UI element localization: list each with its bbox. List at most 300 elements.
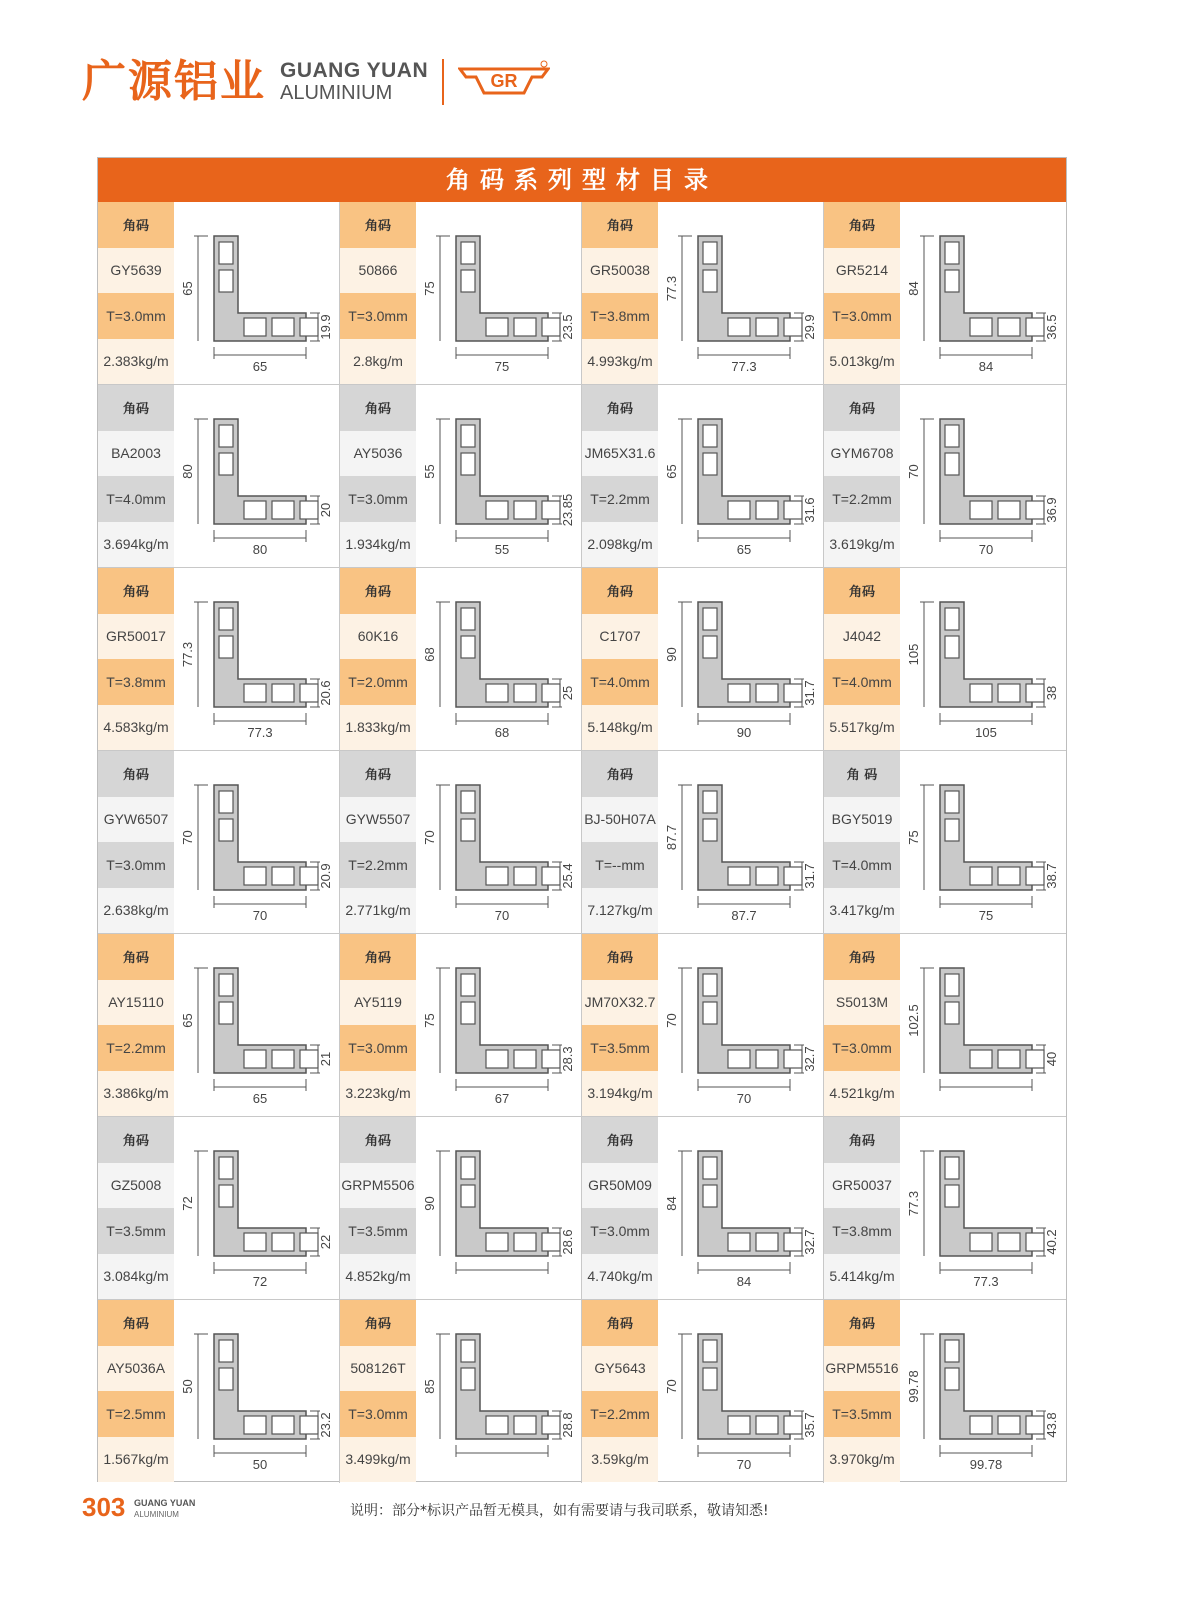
profile-chamber bbox=[300, 867, 318, 885]
profile-chamber bbox=[300, 1233, 318, 1251]
profile-drawing bbox=[176, 938, 338, 1114]
product-code: GYW5507 bbox=[340, 797, 416, 843]
product-thickness: T=4.0mm bbox=[582, 659, 658, 705]
profile-chamber bbox=[461, 242, 475, 264]
profile-chamber bbox=[542, 318, 560, 336]
profile-chamber bbox=[272, 501, 294, 519]
profile-chamber bbox=[219, 270, 233, 292]
product-weight: 5.013kg/m bbox=[824, 339, 900, 385]
dimension-width: 68 bbox=[494, 725, 510, 740]
profile-chamber bbox=[272, 1050, 294, 1068]
profile-chamber bbox=[756, 318, 778, 336]
dimension-width: 77.3 bbox=[731, 359, 757, 374]
dimension-side: 31.7 bbox=[802, 680, 817, 706]
dimension-width: 75 bbox=[494, 359, 510, 374]
profile-chamber bbox=[219, 819, 233, 841]
dimension-height: 65 bbox=[180, 1013, 195, 1028]
profile-chamber bbox=[461, 819, 475, 841]
profile-chamber bbox=[219, 1368, 233, 1390]
product-type-label: 角码 bbox=[340, 751, 416, 797]
dimension-height: 80 bbox=[180, 464, 195, 479]
profile-chamber bbox=[703, 1340, 717, 1362]
product-code: GR50017 bbox=[98, 614, 174, 660]
profile-chamber bbox=[244, 1233, 266, 1251]
profile-chamber bbox=[756, 1416, 778, 1434]
product-type-label: 角码 bbox=[582, 202, 658, 248]
profile-drawing bbox=[176, 572, 338, 748]
profile-chamber bbox=[784, 1416, 802, 1434]
profile-chamber bbox=[542, 501, 560, 519]
dimension-width: 50 bbox=[252, 1457, 268, 1472]
profile-chamber bbox=[514, 867, 536, 885]
product-code: GR50M09 bbox=[582, 1163, 658, 1209]
product-info bbox=[98, 1300, 174, 1482]
product-cell bbox=[340, 1117, 582, 1300]
product-code: AY5036 bbox=[340, 431, 416, 477]
dimension-height: 90 bbox=[664, 647, 679, 662]
product-type-label: 角码 bbox=[98, 568, 174, 614]
profile-drawing bbox=[176, 1304, 338, 1480]
dimension-side: 36.9 bbox=[1044, 497, 1059, 523]
profile-chamber bbox=[219, 636, 233, 658]
dimension-width: 75 bbox=[978, 908, 994, 923]
dimension-width: 99.78 bbox=[969, 1457, 1003, 1472]
profile-chamber bbox=[703, 608, 717, 630]
profile-drawing bbox=[418, 938, 580, 1114]
dimension-side: 40.2 bbox=[1044, 1229, 1059, 1255]
product-thickness: T=3.8mm bbox=[824, 1208, 900, 1254]
dimension-side: 19.9 bbox=[318, 314, 333, 340]
profile-chamber bbox=[784, 867, 802, 885]
profile-chamber bbox=[728, 1233, 750, 1251]
profile-chamber bbox=[461, 1340, 475, 1362]
product-info bbox=[824, 751, 900, 933]
product-thickness: T=2.2mm bbox=[824, 476, 900, 522]
dimension-side: 21 bbox=[318, 1051, 333, 1067]
profile-chamber bbox=[461, 636, 475, 658]
product-info bbox=[582, 385, 658, 567]
catalog-title: 角码系列型材目录 bbox=[98, 158, 1066, 202]
footer-brand-line1: GUANG YUAN bbox=[134, 1498, 196, 1508]
page-number: 303 bbox=[82, 1492, 126, 1522]
profile-chamber bbox=[244, 501, 266, 519]
profile-chamber bbox=[219, 1340, 233, 1362]
profile-chamber bbox=[945, 425, 959, 447]
profile-chamber bbox=[728, 1050, 750, 1068]
profile-chamber bbox=[486, 1416, 508, 1434]
product-type-label: 角码 bbox=[98, 934, 174, 980]
product-cell bbox=[340, 385, 582, 568]
profile-chamber bbox=[219, 425, 233, 447]
profile-chamber bbox=[728, 318, 750, 336]
product-cell bbox=[98, 385, 340, 568]
profile-drawing bbox=[902, 572, 1064, 748]
product-info bbox=[824, 1300, 900, 1482]
product-cell bbox=[582, 202, 824, 385]
profile-chamber bbox=[998, 867, 1020, 885]
dimension-side: 36.5 bbox=[1044, 314, 1059, 340]
dimension-height: 87.7 bbox=[664, 824, 679, 851]
product-type-label: 角码 bbox=[340, 1117, 416, 1163]
product-info bbox=[98, 385, 174, 567]
dimension-width: 87.7 bbox=[731, 908, 757, 923]
profile-chamber bbox=[219, 1002, 233, 1024]
product-info bbox=[824, 934, 900, 1116]
product-info bbox=[340, 1300, 416, 1482]
profile-chamber bbox=[703, 425, 717, 447]
dimension-width: 70 bbox=[736, 1091, 752, 1106]
product-weight: 1.567kg/m bbox=[98, 1437, 174, 1483]
product-weight: 3.694kg/m bbox=[98, 522, 174, 568]
brand-english-name bbox=[280, 60, 428, 104]
brand-divider bbox=[442, 59, 444, 105]
profile-chamber bbox=[219, 1157, 233, 1179]
profile-drawing bbox=[418, 389, 580, 565]
profile-chamber bbox=[272, 1233, 294, 1251]
product-weight: 1.934kg/m bbox=[340, 522, 416, 568]
dimension-width: 65 bbox=[252, 1091, 268, 1106]
profile-chamber bbox=[514, 1233, 536, 1251]
profile-chamber bbox=[272, 318, 294, 336]
product-cell bbox=[98, 202, 340, 385]
dimension-height: 70 bbox=[664, 1013, 679, 1028]
product-thickness: T=3.5mm bbox=[824, 1391, 900, 1437]
product-weight: 5.517kg/m bbox=[824, 705, 900, 751]
product-thickness: T=3.5mm bbox=[98, 1208, 174, 1254]
dimension-side: 38 bbox=[1044, 685, 1059, 701]
product-info bbox=[582, 202, 658, 384]
dimension-width: 105 bbox=[975, 725, 997, 740]
product-info bbox=[98, 568, 174, 750]
dimension-width: 70 bbox=[252, 908, 268, 923]
dimension-width: 90 bbox=[736, 725, 752, 740]
dimension-width: 84 bbox=[978, 359, 994, 374]
dimension-height: 65 bbox=[180, 281, 195, 296]
dimension-side: 32.7 bbox=[802, 1046, 817, 1072]
profile-drawing bbox=[660, 206, 822, 382]
profile-chamber bbox=[244, 1416, 266, 1434]
dimension-height: 102.5 bbox=[906, 1004, 921, 1037]
dimension-width: 67 bbox=[494, 1091, 510, 1106]
product-weight: 2.098kg/m bbox=[582, 522, 658, 568]
profile-chamber bbox=[461, 608, 475, 630]
product-type-label: 角码 bbox=[582, 385, 658, 431]
profile-drawing bbox=[902, 1121, 1064, 1297]
footer-note: 说明：部分*标识产品暂无模具，如有需要请与我司联系，敬请知悉! bbox=[350, 1503, 769, 1519]
profile-chamber bbox=[728, 1416, 750, 1434]
product-code: 60K16 bbox=[340, 614, 416, 660]
product-weight: 4.993kg/m bbox=[582, 339, 658, 385]
profile-chamber bbox=[461, 974, 475, 996]
product-cell bbox=[824, 934, 1066, 1117]
product-cell bbox=[340, 1300, 582, 1483]
profile-chamber bbox=[244, 1050, 266, 1068]
product-info bbox=[824, 385, 900, 567]
dimension-width: 77.3 bbox=[247, 725, 273, 740]
product-type-label: 角码 bbox=[340, 385, 416, 431]
product-code: BA2003 bbox=[98, 431, 174, 477]
profile-chamber bbox=[970, 1050, 992, 1068]
profile-chamber bbox=[542, 1416, 560, 1434]
profile-chamber bbox=[1026, 1233, 1044, 1251]
profile-chamber bbox=[998, 318, 1020, 336]
profile-chamber bbox=[461, 1002, 475, 1024]
product-info bbox=[582, 1117, 658, 1299]
profile-chamber bbox=[514, 684, 536, 702]
product-code: GY5639 bbox=[98, 248, 174, 294]
dimension-side: 23.2 bbox=[318, 1412, 333, 1438]
product-code: S5013M bbox=[824, 980, 900, 1026]
profile-chamber bbox=[703, 819, 717, 841]
dimension-height: 65 bbox=[664, 464, 679, 479]
footer-brand-line2: ALUMINIUM bbox=[134, 1510, 179, 1519]
product-info bbox=[98, 934, 174, 1116]
footer-brand bbox=[134, 1498, 195, 1520]
profile-chamber bbox=[970, 1416, 992, 1434]
dimension-side: 20.6 bbox=[318, 680, 333, 706]
profile-chamber bbox=[756, 684, 778, 702]
dimension-height: 90 bbox=[422, 1196, 437, 1211]
product-weight: 4.852kg/m bbox=[340, 1254, 416, 1300]
product-thickness: T=3.0mm bbox=[98, 842, 174, 888]
profile-chamber bbox=[970, 867, 992, 885]
product-info bbox=[98, 1117, 174, 1299]
product-type-label: 角码 bbox=[340, 202, 416, 248]
profile-chamber bbox=[703, 270, 717, 292]
product-weight: 3.417kg/m bbox=[824, 888, 900, 934]
product-weight: 3.619kg/m bbox=[824, 522, 900, 568]
product-code: GYW6507 bbox=[98, 797, 174, 843]
profile-chamber bbox=[244, 684, 266, 702]
product-type-label: 角码 bbox=[824, 934, 900, 980]
profile-chamber bbox=[945, 819, 959, 841]
dimension-height: 72 bbox=[180, 1196, 195, 1211]
product-code: GR5214 bbox=[824, 248, 900, 294]
product-type-label: 角码 bbox=[582, 1117, 658, 1163]
dimension-side: 25.4 bbox=[560, 863, 575, 889]
product-thickness: T=--mm bbox=[582, 842, 658, 888]
profile-chamber bbox=[728, 867, 750, 885]
profile-chamber bbox=[703, 636, 717, 658]
profile-chamber bbox=[703, 974, 717, 996]
dimension-height: 70 bbox=[180, 830, 195, 845]
dimension-side: 25 bbox=[560, 685, 575, 701]
product-code: GRPM5516 bbox=[824, 1346, 900, 1392]
dimension-height: 75 bbox=[422, 1013, 437, 1028]
product-cell bbox=[824, 751, 1066, 934]
catalog-table bbox=[97, 157, 1067, 1482]
product-info bbox=[824, 202, 900, 384]
profile-chamber bbox=[945, 1002, 959, 1024]
product-cell bbox=[582, 934, 824, 1117]
product-cell bbox=[340, 751, 582, 934]
profile-chamber bbox=[486, 501, 508, 519]
profile-chamber bbox=[703, 791, 717, 813]
profile-chamber bbox=[728, 684, 750, 702]
profile-drawing bbox=[176, 1121, 338, 1297]
profile-chamber bbox=[461, 270, 475, 292]
profile-chamber bbox=[461, 1157, 475, 1179]
product-weight: 5.414kg/m bbox=[824, 1254, 900, 1300]
profile-drawing bbox=[902, 938, 1064, 1114]
product-code: GR50038 bbox=[582, 248, 658, 294]
profile-chamber bbox=[461, 453, 475, 475]
profile-drawing bbox=[660, 572, 822, 748]
product-cell bbox=[582, 385, 824, 568]
brand-english-line2: ALUMINIUM bbox=[280, 82, 393, 104]
profile-chamber bbox=[998, 1416, 1020, 1434]
profile-drawing bbox=[176, 389, 338, 565]
product-type-label: 角码 bbox=[824, 385, 900, 431]
page-header bbox=[82, 52, 550, 112]
product-info bbox=[582, 934, 658, 1116]
profile-chamber bbox=[756, 1233, 778, 1251]
profile-chamber bbox=[272, 867, 294, 885]
product-thickness: T=3.8mm bbox=[582, 293, 658, 339]
profile-chamber bbox=[756, 1050, 778, 1068]
dimension-side: 35.7 bbox=[802, 1412, 817, 1438]
dimension-height: 84 bbox=[664, 1196, 679, 1211]
product-cell bbox=[340, 568, 582, 751]
product-weight: 5.148kg/m bbox=[582, 705, 658, 751]
product-weight: 4.583kg/m bbox=[98, 705, 174, 751]
dimension-side: 28.8 bbox=[560, 1412, 575, 1438]
dimension-height: 105 bbox=[906, 643, 921, 666]
profile-chamber bbox=[998, 1050, 1020, 1068]
profile-chamber bbox=[272, 1416, 294, 1434]
profile-chamber bbox=[756, 501, 778, 519]
product-code: AY5036A bbox=[98, 1346, 174, 1392]
brand-logo-icon bbox=[458, 59, 550, 105]
profile-chamber bbox=[945, 453, 959, 475]
dimension-side: 40 bbox=[1044, 1051, 1059, 1067]
product-weight: 3.084kg/m bbox=[98, 1254, 174, 1300]
product-thickness: T=3.0mm bbox=[340, 1025, 416, 1071]
product-thickness: T=4.0mm bbox=[98, 476, 174, 522]
product-type-label: 角码 bbox=[582, 934, 658, 980]
product-type-label: 角码 bbox=[340, 934, 416, 980]
profile-chamber bbox=[945, 242, 959, 264]
product-weight: 3.970kg/m bbox=[824, 1437, 900, 1483]
product-code: GY5643 bbox=[582, 1346, 658, 1392]
product-weight: 2.638kg/m bbox=[98, 888, 174, 934]
product-weight: 3.386kg/m bbox=[98, 1071, 174, 1117]
profile-chamber bbox=[728, 501, 750, 519]
dimension-side: 29.9 bbox=[802, 314, 817, 340]
profile-chamber bbox=[300, 318, 318, 336]
profile-drawing bbox=[660, 755, 822, 931]
product-code: BGY5019 bbox=[824, 797, 900, 843]
product-type-label: 角码 bbox=[824, 202, 900, 248]
profile-chamber bbox=[703, 1185, 717, 1207]
profile-chamber bbox=[1026, 1050, 1044, 1068]
profile-chamber bbox=[486, 1233, 508, 1251]
profile-chamber bbox=[514, 1416, 536, 1434]
profile-chamber bbox=[945, 608, 959, 630]
profile-chamber bbox=[486, 1050, 508, 1068]
product-weight: 3.223kg/m bbox=[340, 1071, 416, 1117]
product-cell bbox=[98, 934, 340, 1117]
dimension-width: 77.3 bbox=[973, 1274, 999, 1289]
dimension-width: 84 bbox=[736, 1274, 752, 1289]
dimension-height: 77.3 bbox=[180, 641, 195, 668]
profile-chamber bbox=[945, 974, 959, 996]
profile-chamber bbox=[244, 318, 266, 336]
product-weight: 7.127kg/m bbox=[582, 888, 658, 934]
product-info bbox=[340, 934, 416, 1116]
dimension-width: 55 bbox=[494, 542, 510, 557]
product-code: JM65X31.6 bbox=[582, 431, 658, 477]
profile-chamber bbox=[219, 974, 233, 996]
product-thickness: T=2.2mm bbox=[582, 476, 658, 522]
profile-chamber bbox=[945, 636, 959, 658]
product-thickness: T=3.0mm bbox=[340, 476, 416, 522]
product-type-label: 角码 bbox=[824, 1300, 900, 1346]
product-info bbox=[340, 751, 416, 933]
profile-drawing bbox=[902, 206, 1064, 382]
profile-chamber bbox=[970, 318, 992, 336]
profile-chamber bbox=[945, 791, 959, 813]
dimension-width: 65 bbox=[252, 359, 268, 374]
product-info bbox=[340, 202, 416, 384]
profile-chamber bbox=[244, 867, 266, 885]
profile-chamber bbox=[784, 1233, 802, 1251]
product-type-label: 角码 bbox=[340, 1300, 416, 1346]
profile-chamber bbox=[514, 318, 536, 336]
product-thickness: T=3.5mm bbox=[582, 1025, 658, 1071]
dimension-width: 70 bbox=[736, 1457, 752, 1472]
product-weight: 2.771kg/m bbox=[340, 888, 416, 934]
product-cell bbox=[824, 385, 1066, 568]
product-type-label: 角码 bbox=[824, 568, 900, 614]
dimension-side: 28.6 bbox=[560, 1229, 575, 1255]
profile-chamber bbox=[461, 425, 475, 447]
profile-chamber bbox=[703, 1368, 717, 1390]
profile-chamber bbox=[1026, 684, 1044, 702]
profile-chamber bbox=[945, 1368, 959, 1390]
profile-drawing bbox=[418, 572, 580, 748]
product-type-label: 角码 bbox=[98, 385, 174, 431]
dimension-side: 22 bbox=[318, 1234, 333, 1250]
product-code: GYM6708 bbox=[824, 431, 900, 477]
product-code: AY5119 bbox=[340, 980, 416, 1026]
profile-chamber bbox=[998, 501, 1020, 519]
product-type-label: 角码 bbox=[98, 751, 174, 797]
product-thickness: T=2.2mm bbox=[582, 1391, 658, 1437]
dimension-height: 75 bbox=[906, 830, 921, 845]
profile-chamber bbox=[998, 1233, 1020, 1251]
profile-chamber bbox=[461, 791, 475, 813]
profile-chamber bbox=[945, 270, 959, 292]
profile-chamber bbox=[461, 1185, 475, 1207]
dimension-side: 20.9 bbox=[318, 863, 333, 889]
product-thickness: T=2.2mm bbox=[340, 842, 416, 888]
product-info bbox=[582, 568, 658, 750]
product-cell bbox=[824, 568, 1066, 751]
profile-chamber bbox=[300, 501, 318, 519]
dimension-side: 31.6 bbox=[802, 497, 817, 523]
logo-letters: GR bbox=[490, 71, 518, 91]
profile-chamber bbox=[542, 867, 560, 885]
dimension-side: 28.3 bbox=[560, 1046, 575, 1072]
product-cell bbox=[340, 934, 582, 1117]
profile-chamber bbox=[703, 242, 717, 264]
product-code: AY15110 bbox=[98, 980, 174, 1026]
product-weight: 1.833kg/m bbox=[340, 705, 416, 751]
product-cell bbox=[824, 202, 1066, 385]
dimension-height: 50 bbox=[180, 1379, 195, 1394]
product-code: GR50037 bbox=[824, 1163, 900, 1209]
